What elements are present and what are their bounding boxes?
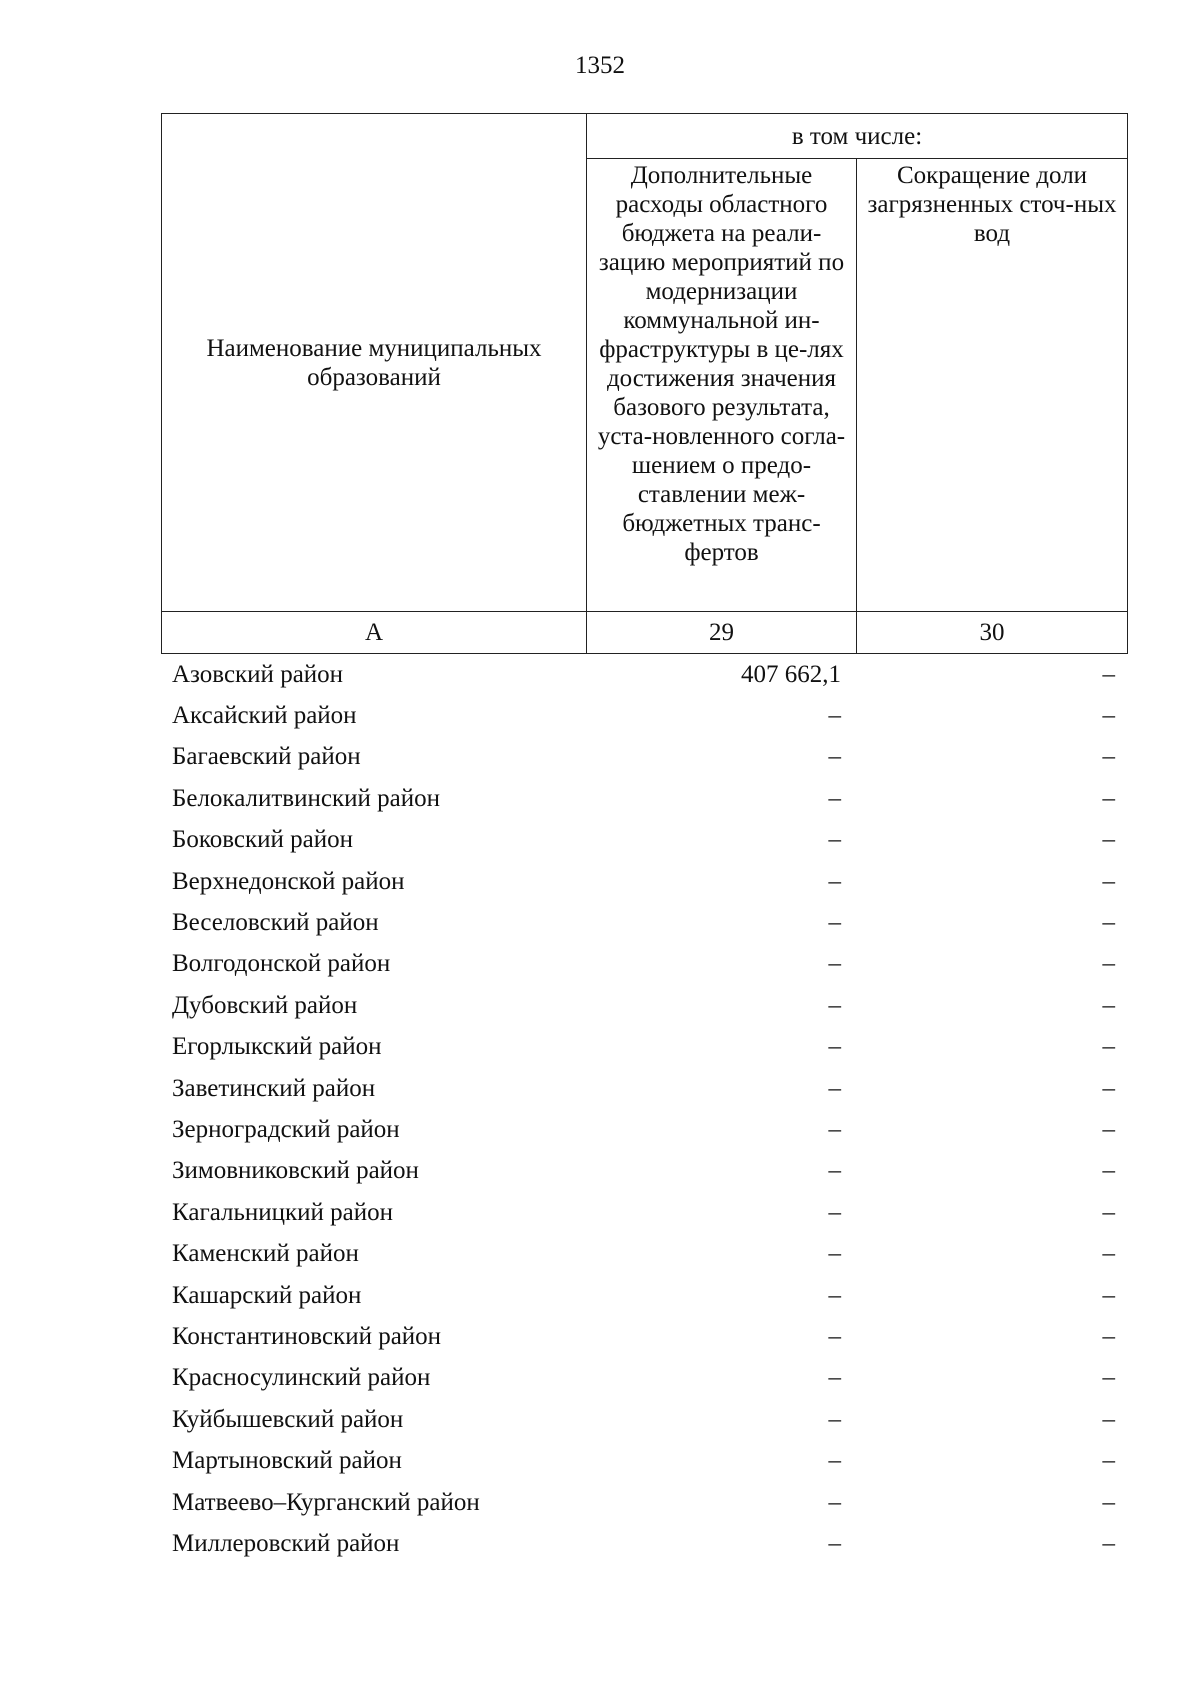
value-col-30-cell: –	[1102, 660, 1115, 688]
table-row	[161, 861, 1127, 902]
municipality-name-cell: Дубовский район	[172, 991, 358, 1019]
value-col-30-cell: –	[1102, 1405, 1115, 1433]
value-col-29-cell: –	[828, 1405, 841, 1433]
value-col-29-cell: 407 662,1	[741, 660, 841, 688]
municipality-name-cell: Заветинский район	[172, 1074, 376, 1102]
value-col-30-cell: –	[1102, 826, 1115, 854]
value-col-30-cell: –	[1102, 1115, 1115, 1143]
table-row	[161, 1399, 1127, 1440]
table-row	[161, 1192, 1127, 1233]
value-col-29-cell: –	[828, 743, 841, 771]
col-number-30: 30	[857, 612, 1128, 654]
municipality-name-cell: Верхнедонской район	[172, 867, 405, 895]
municipality-name-cell: Мартыновский район	[172, 1447, 402, 1475]
header-col-29: Дополнительные расходы областного бюджета на реали-зацию мероприятий по модернизации коммунальной ин-фраструктуры в це-лях достижения значения базового результата, уста-новленного согла-шением о предо-ставлении меж-бюджетных транс-фертов	[587, 159, 857, 612]
municipality-name-cell: Багаевский район	[172, 743, 361, 771]
table-row	[161, 944, 1127, 985]
page-number: 1352	[575, 52, 625, 79]
value-col-30-cell: –	[1102, 702, 1115, 730]
value-col-29-cell: –	[828, 1240, 841, 1268]
municipality-name-cell: Матвеево–Курганский район	[172, 1488, 480, 1516]
value-col-30-cell: –	[1102, 1364, 1115, 1392]
value-col-30-cell: –	[1102, 867, 1115, 895]
value-col-30-cell: –	[1102, 1281, 1115, 1309]
municipality-name-cell: Веселовский район	[172, 909, 379, 937]
table-row	[161, 695, 1127, 736]
table-header	[161, 113, 1128, 654]
table-row	[161, 1440, 1127, 1481]
header-col-30: Сокращение доли загрязненных сточ-ных вод	[857, 159, 1128, 612]
table-row	[161, 1275, 1127, 1316]
table-row	[161, 1027, 1127, 1068]
municipality-name-cell: Волгодонской район	[172, 950, 391, 978]
value-col-30-cell: –	[1102, 1529, 1115, 1557]
value-col-29-cell: –	[828, 1157, 841, 1185]
table-row	[161, 654, 1127, 695]
value-col-30-cell: –	[1102, 1240, 1115, 1268]
table-row	[161, 1482, 1127, 1523]
value-col-29-cell: –	[828, 867, 841, 895]
municipality-name-cell: Боковский район	[172, 826, 353, 854]
table-row	[161, 1358, 1127, 1399]
table-row	[161, 985, 1127, 1026]
value-col-29-cell: –	[828, 784, 841, 812]
value-col-30-cell: –	[1102, 1157, 1115, 1185]
value-col-29-cell: –	[828, 1115, 841, 1143]
value-col-29-cell: –	[828, 1447, 841, 1475]
header-municipality-label: Наименование муниципальных образований	[206, 334, 542, 391]
table-row	[161, 902, 1127, 943]
table-row	[161, 1151, 1127, 1192]
value-col-30-cell: –	[1102, 950, 1115, 978]
value-col-29-cell: –	[828, 1033, 841, 1061]
municipality-name-cell: Зимовниковский район	[172, 1157, 419, 1185]
table-row	[161, 778, 1127, 819]
value-col-29-cell: –	[828, 1198, 841, 1226]
value-col-30-cell: –	[1102, 909, 1115, 937]
value-col-29-cell: –	[828, 1488, 841, 1516]
value-col-29-cell: –	[828, 991, 841, 1019]
municipality-name-cell: Белокалитвинский район	[172, 784, 440, 812]
value-col-29-cell: –	[828, 1529, 841, 1557]
municipality-name-cell: Зерноградский район	[172, 1115, 400, 1143]
municipality-name-cell: Каменский район	[172, 1240, 359, 1268]
municipality-name-cell: Кашарский район	[172, 1281, 362, 1309]
table-body	[161, 654, 1127, 1565]
value-col-30-cell: –	[1102, 784, 1115, 812]
value-col-29-cell: –	[828, 1364, 841, 1392]
value-col-30-cell: –	[1102, 1488, 1115, 1516]
col-number-29: 29	[587, 612, 857, 654]
municipality-name-cell: Красносулинский район	[172, 1364, 431, 1392]
header-group-including: в том числе:	[587, 114, 1128, 159]
municipality-name-cell: Миллеровский район	[172, 1529, 400, 1557]
municipality-name-cell: Куйбышевский район	[172, 1405, 404, 1433]
municipality-name-cell: Азовский район	[172, 660, 344, 688]
table-row	[161, 1316, 1127, 1357]
value-col-30-cell: –	[1102, 1033, 1115, 1061]
value-col-30-cell: –	[1102, 1322, 1115, 1350]
table-row	[161, 1523, 1127, 1564]
municipality-name-cell: Кагальницкий район	[172, 1198, 394, 1226]
table-row	[161, 820, 1127, 861]
municipality-name-cell: Константиновский район	[172, 1322, 442, 1350]
value-col-30-cell: –	[1102, 743, 1115, 771]
table-row	[161, 1109, 1127, 1150]
municipality-name-cell: Аксайский район	[172, 702, 357, 730]
value-col-29-cell: –	[828, 702, 841, 730]
value-col-30-cell: –	[1102, 1198, 1115, 1226]
value-col-29-cell: –	[828, 1322, 841, 1350]
col-number-a: А	[162, 612, 587, 654]
value-col-29-cell: –	[828, 950, 841, 978]
value-col-30-cell: –	[1102, 1074, 1115, 1102]
value-col-29-cell: –	[828, 1281, 841, 1309]
header-municipality-name	[162, 114, 587, 612]
value-col-29-cell: –	[828, 826, 841, 854]
table-row	[161, 1068, 1127, 1109]
value-col-29-cell: –	[828, 1074, 841, 1102]
table-row	[161, 737, 1127, 778]
municipality-name-cell: Егорлыкский район	[172, 1033, 382, 1061]
value-col-30-cell: –	[1102, 991, 1115, 1019]
table-row	[161, 1233, 1127, 1274]
value-col-29-cell: –	[828, 909, 841, 937]
value-col-30-cell: –	[1102, 1447, 1115, 1475]
